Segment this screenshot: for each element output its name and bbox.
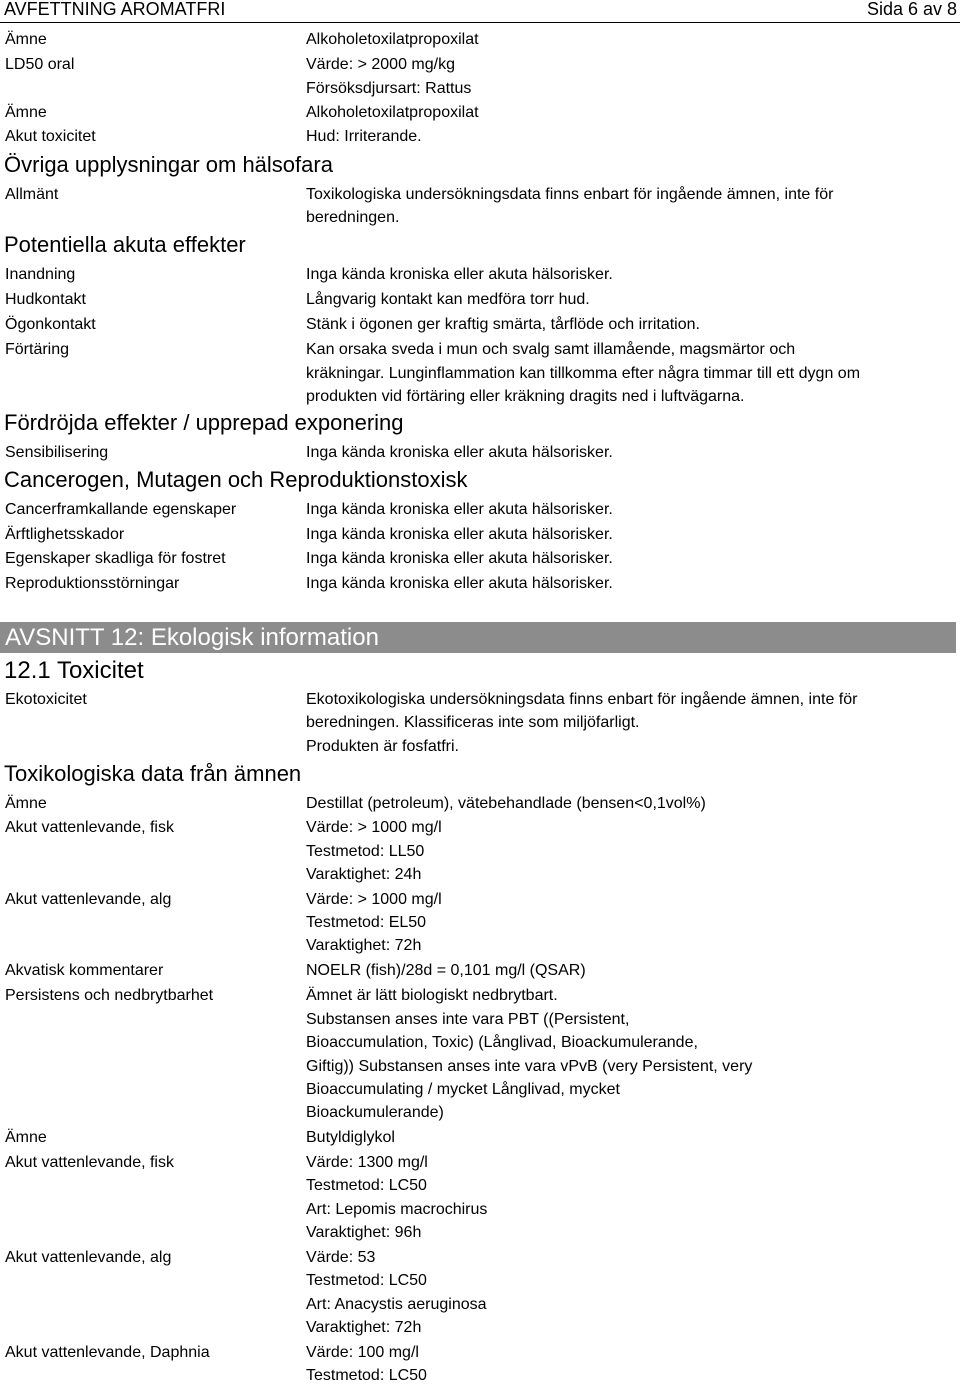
row-value: Bioaccumulation, Toxic) (Långlivad, Bioackumulerande, [306,1034,698,1051]
row-value: Varaktighet: 96h [306,1224,422,1241]
row-label: Akvatisk kommentarer [5,962,164,979]
row-label: Hudkontakt [5,291,86,308]
page-number: Sida 6 av 8 [866,0,957,19]
row-label: Reproduktionsstörningar [5,575,180,592]
section-heading: Fördröjda effekter / upprepad exponering [4,410,404,435]
row-value: NOELR (fish)/28d = 0,101 mg/l (QSAR) [306,962,586,979]
row-label: Persistens och nedbrytbarhet [5,987,214,1004]
row-value: Värde: > 2000 mg/kg [306,56,455,73]
row-value: Ekotoxikologiska undersökningsdata finns enbart för ingående ämnen, inte för [306,691,858,708]
row-label: Ämne [5,795,47,812]
row-label: Cancerframkallande egenskaper [5,501,237,518]
row-label: Förtäring [5,341,70,358]
row-value: Värde: 1300 mg/l [306,1154,428,1171]
row-value: Produkten är fosfatfri. [306,738,459,755]
row-value: Varaktighet: 72h [306,937,422,954]
section-title: AVSNITT 12: Ekologisk information [5,624,379,651]
row-value: Stänk i ögonen ger kraftig smärta, tårflöde och irritation. [306,316,700,333]
row-label: Ögonkontakt [5,316,96,333]
row-value: beredningen. [306,209,400,226]
row-value: Värde: 100 mg/l [306,1344,419,1361]
document-title: AVFETTNING AROMATFRI [4,0,226,19]
row-label: Akut toxicitet [5,128,96,145]
row-value: Alkoholetoxilatpropoxilat [306,104,479,121]
row-value: Hud: Irriterande. [306,128,422,145]
row-value: Kan orsaka sveda i mun och svalg samt illamående, magsmärtor och [306,341,796,358]
section-bar [0,622,956,653]
row-value: Varaktighet: 24h [306,866,422,883]
row-label: LD50 oral [5,56,75,73]
section-heading: Cancerogen, Mutagen och Reproduktionstoxisk [4,467,468,492]
row-value: Långvarig kontakt kan medföra torr hud. [306,291,590,308]
row-value: Substansen anses inte vara PBT ((Persistent, [306,1011,630,1028]
row-label: Akut vattenlevande, fisk [5,819,174,836]
row-value: Testmetod: LC50 [306,1272,427,1289]
row-label: Inandning [5,266,76,283]
row-value: Varaktighet: 72h [306,1319,422,1336]
row-value: beredningen. Klassificeras inte som miljöfarligt. [306,714,640,731]
subsection-title: 12.1 Toxicitet [4,657,144,684]
row-value: Art: Anacystis aeruginosa [306,1296,487,1313]
row-label: Akut vattenlevande, alg [5,891,172,908]
row-value: Testmetod: LL50 [306,843,425,860]
row-value: Testmetod: LC50 [306,1367,427,1384]
row-label: Akut vattenlevande, fisk [5,1154,174,1171]
page-header [0,0,960,23]
row-value: Inga kända kroniska eller akuta hälsorisker. [306,550,613,567]
row-value: Art: Lepomis macrochirus [306,1201,488,1218]
row-label: Ämne [5,104,47,121]
row-label: Egenskaper skadliga för fostret [5,550,226,567]
row-value: Giftig)) Substansen anses inte vara vPvB (very Persistent, very [306,1058,753,1075]
section-heading: Övriga upplysningar om hälsofara [4,152,333,177]
row-value: Toxikologiska undersökningsdata finns enbart för ingående ämnen, inte för [306,186,834,203]
row-value: Butyldiglykol [306,1129,395,1146]
row-value: Inga kända kroniska eller akuta hälsorisker. [306,501,613,518]
row-label: Ärftlighetsskador [5,526,125,543]
row-label: Ekotoxicitet [5,691,87,708]
row-value: produkten vid förtäring eller kräkning dragits ned i luftvägarna. [306,388,745,405]
row-value: Testmetod: EL50 [306,914,427,931]
row-value: Ämnet är lätt biologiskt nedbrytbart. [306,987,558,1004]
row-value: Inga kända kroniska eller akuta hälsorisker. [306,575,613,592]
row-label: Akut vattenlevande, Daphnia [5,1344,210,1361]
row-value: Värde: > 1000 mg/l [306,819,442,836]
row-value: Värde: > 1000 mg/l [306,891,442,908]
row-value: Inga kända kroniska eller akuta hälsorisker. [306,266,613,283]
section-heading: Potentiella akuta effekter [4,232,246,257]
row-value: Inga kända kroniska eller akuta hälsorisker. [306,526,613,543]
row-value: Testmetod: LC50 [306,1177,427,1194]
section-heading: Toxikologiska data från ämnen [4,761,302,786]
row-value: kräkningar. Lunginflammation kan tillkomma efter några timmar till ett dygn om [306,365,861,382]
row-value: Försöksdjursart: Rattus [306,80,472,97]
row-value: Bioackumulerande) [306,1104,444,1121]
row-label: Ämne [5,1129,47,1146]
row-value: Destillat (petroleum), vätebehandlade (bensen<0,1vol%) [306,795,706,812]
row-value: Värde: 53 [306,1249,376,1266]
row-value: Alkoholetoxilatpropoxilat [306,31,479,48]
row-label: Akut vattenlevande, alg [5,1249,172,1266]
row-label: Sensibilisering [5,444,109,461]
row-label: Allmänt [5,186,59,203]
row-value: Bioaccumulating / mycket Långlivad, mycket [306,1081,620,1098]
row-label: Ämne [5,31,47,48]
row-value: Inga kända kroniska eller akuta hälsorisker. [306,444,613,461]
